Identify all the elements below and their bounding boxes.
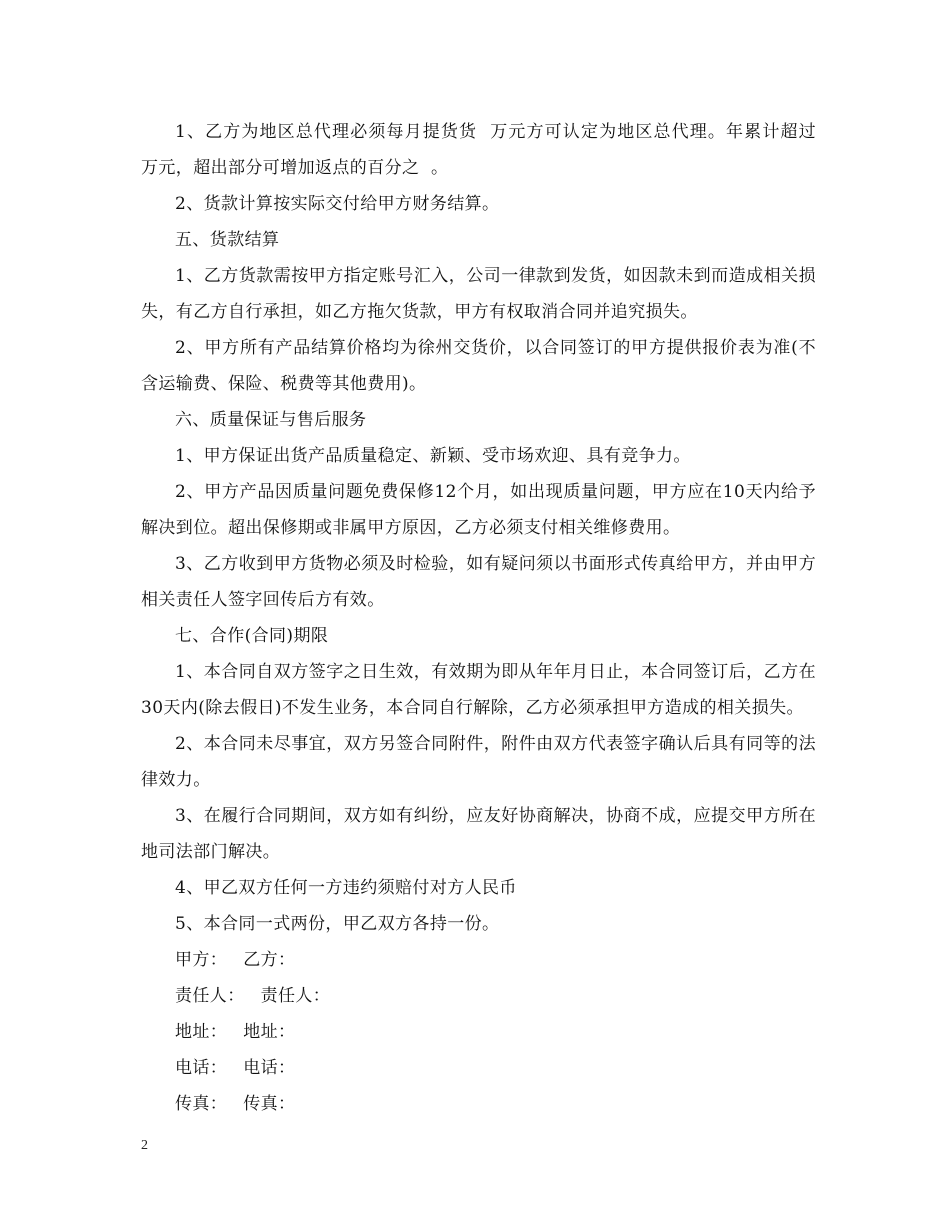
- section-heading: 七、合作(合同)期限: [175, 626, 329, 646]
- section-heading: 六、质量保证与售后服务: [175, 410, 367, 430]
- signature-label-party-b: 地址：: [243, 1022, 296, 1042]
- clause-paragraph: 5、本合同一式两份，甲乙双方各持一份。: [175, 914, 500, 934]
- clause-paragraph: 2、甲方产品因质量问题免费保修12个月，如出现质量问题，甲方应在10天内给予解决到位。超出保修期或非属甲方原因，乙方必须支付相关维修费用。: [141, 482, 816, 538]
- clause-paragraph: 1、本合同自双方签字之日生效，有效期为即从年年月日止，本合同签订后，乙方在30天内(除去假日)不发生业务，本合同自行解除，乙方必须承担甲方造成的相关损失。: [141, 662, 816, 718]
- clause-paragraph: 1、甲方保证出货产品质量稳定、新颖、受市场欢迎、具有竞争力。: [175, 446, 691, 466]
- clause-paragraph: 2、甲方所有产品结算价格均为徐州交货价，以合同签订的甲方提供报价表为准(不含运输费、保险、税费等其他费用)。: [141, 338, 816, 394]
- clause-paragraph: 1、乙方货款需按甲方指定账号汇入，公司一律款到发货，如因款未到而造成相关损失，有乙方自行承担，如乙方拖欠货款，甲方有权取消合同并追究损失。: [141, 266, 816, 322]
- clause-paragraph: 1、乙方为地区总代理必须每月提货货 万元方可认定为地区总代理。年累计超过 万元，超出部分可增加返点的百分之 。: [141, 122, 828, 178]
- page-number: 2: [141, 1138, 148, 1153]
- signature-row-fax: [141, 1086, 816, 1122]
- signature-label-party-a: 传真：: [175, 1094, 228, 1114]
- signature-label-party-a: 责任人：: [175, 986, 245, 1006]
- signature-label-party-a: 电话：: [175, 1058, 228, 1078]
- clause-paragraph: 2、本合同未尽事宜，双方另签合同附件，附件由双方代表签字确认后具有同等的法律效力。: [141, 734, 816, 790]
- section-heading: 五、货款结算: [175, 230, 280, 250]
- signature-label-party-b: 责任人：: [260, 986, 331, 1006]
- signature-label-party-a: 地址：: [175, 1022, 228, 1042]
- clause-paragraph: 2、货款计算按实际交付给甲方财务结算。: [175, 194, 500, 214]
- signature-row-phone: [141, 1050, 816, 1086]
- signature-label-party-b: 电话：: [243, 1058, 296, 1078]
- contract-body: [141, 114, 828, 1122]
- signature-label-party-b: 乙方：: [243, 950, 296, 970]
- signature-row-address: [141, 1014, 816, 1050]
- signature-label-party-b: 传真：: [243, 1094, 296, 1114]
- clause-paragraph: 3、乙方收到甲方货物必须及时检验，如有疑问须以书面形式传真给甲方，并由甲方相关责任人签字回传后方有效。: [141, 554, 816, 610]
- signature-row-responsible: [141, 978, 816, 1014]
- clause-paragraph: 4、甲乙双方任何一方违约须赔付对方人民币: [175, 878, 517, 898]
- clause-paragraph: 3、在履行合同期间，双方如有纠纷，应友好协商解决，协商不成，应提交甲方所在地司法部门解决。: [141, 806, 816, 862]
- signature-label-party-a: 甲方：: [175, 950, 228, 970]
- signature-row-party: [141, 942, 816, 978]
